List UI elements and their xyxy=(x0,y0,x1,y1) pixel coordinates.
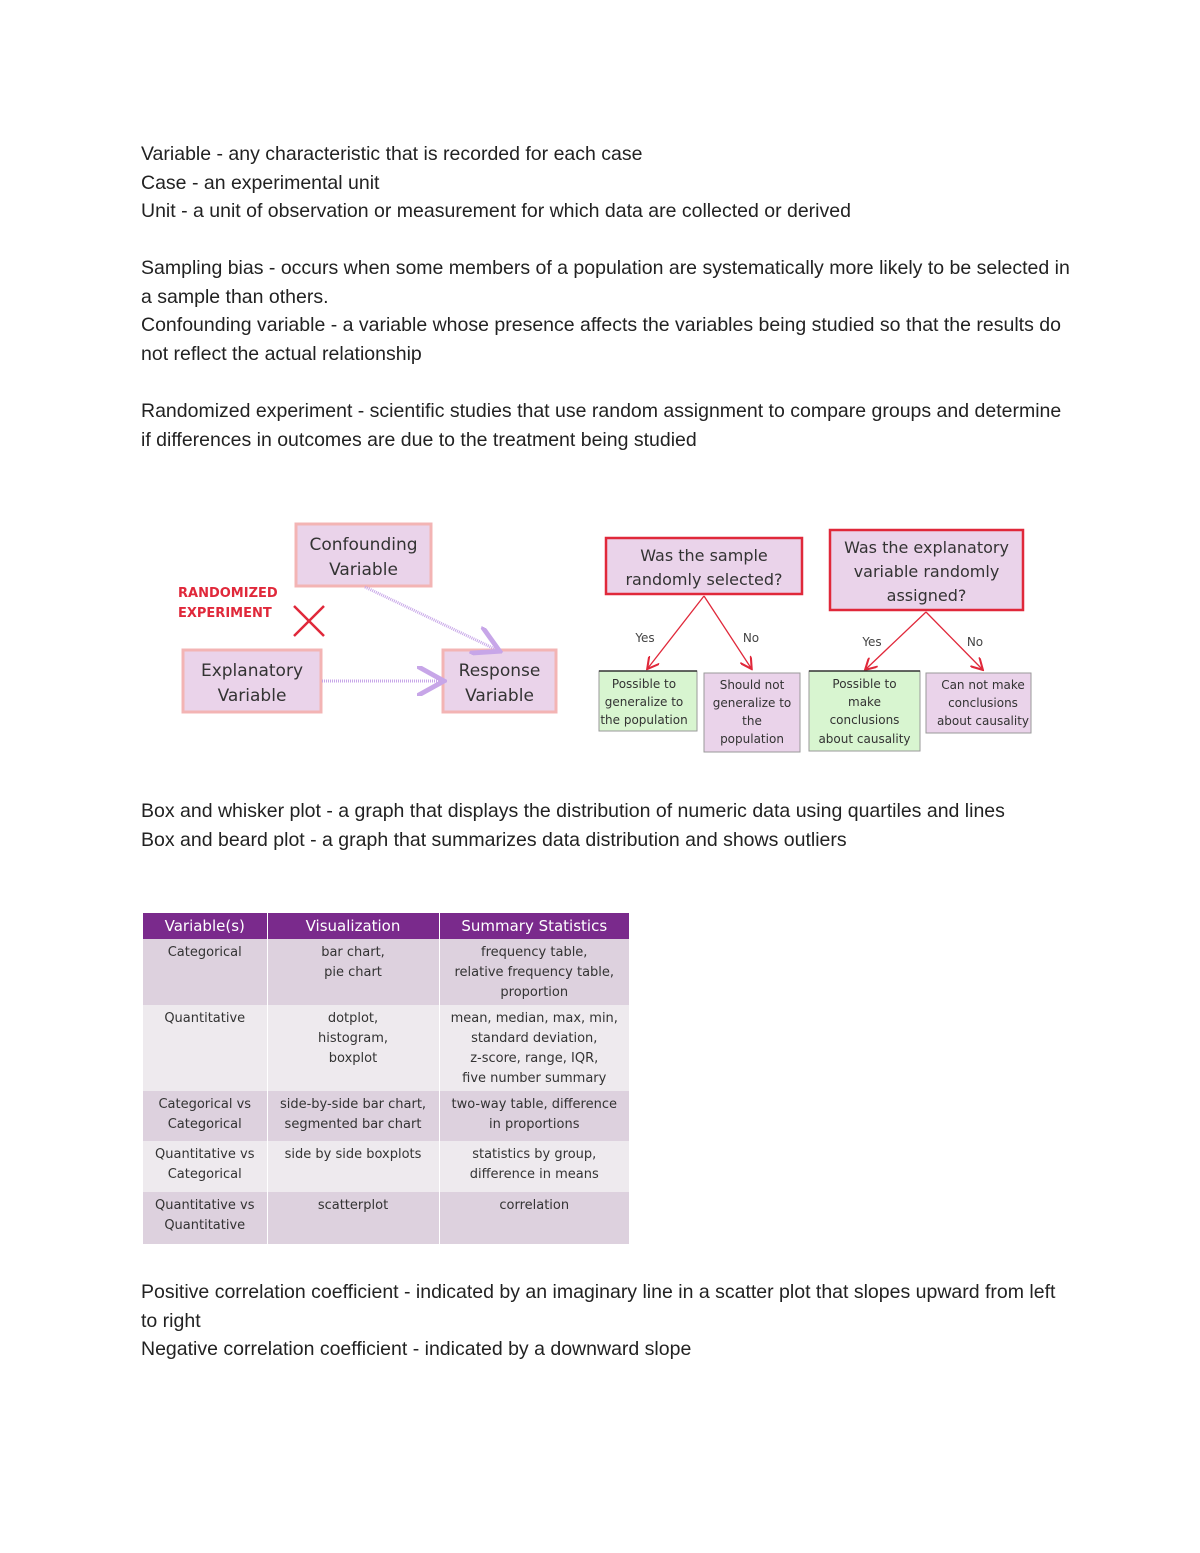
explanatory-assignment-flowchart xyxy=(809,530,1031,751)
generalize-possible-line-2: generalize to xyxy=(604,695,684,709)
generalize-possible-line-1: Possible to xyxy=(611,677,677,691)
assignment-yes-label: Yes xyxy=(862,635,882,649)
table-cell: side by side boxplots xyxy=(267,1141,439,1192)
table-cell: correlation xyxy=(439,1192,629,1244)
table-row xyxy=(143,1141,629,1192)
assignment-question-line-1: Was the explanatory xyxy=(844,538,1009,557)
table-cell: Categorical xyxy=(143,939,267,1005)
table-row xyxy=(143,1192,629,1244)
sample-yes-label: Yes xyxy=(635,631,655,645)
table-cell: scatterplot xyxy=(267,1192,439,1244)
definitions-block-4 xyxy=(141,797,1071,854)
explanatory-variable-box xyxy=(183,650,321,712)
sample-question-line-1: Was the sample xyxy=(640,546,768,565)
table-cell: mean, median, max, min, standard deviation, z-score, range, IQR, five number summary xyxy=(439,1005,629,1091)
confounding-line-2: Variable xyxy=(329,560,398,580)
definition-confounding-variable: Confounding variable - a variable whose presence affects the variables being studied so that the results do not reflect the actual relationship xyxy=(141,314,1061,365)
table-row xyxy=(143,939,629,1005)
assignment-question-line-3: assigned? xyxy=(886,586,967,605)
causality-not-line-1: Can not make xyxy=(941,678,1025,692)
causality-possible-line-3: conclusions xyxy=(829,713,900,727)
generalize-not-line-1: Should not xyxy=(719,678,785,692)
randomized-experiment-diagram xyxy=(178,524,556,712)
confounding-variable-box xyxy=(296,524,431,586)
causality-not-box xyxy=(926,673,1031,733)
explanatory-line-2: Variable xyxy=(217,686,287,706)
table-cell: Quantitative vs Categorical xyxy=(143,1141,267,1192)
generalize-not-box xyxy=(704,673,800,752)
causality-not-line-3: about causality xyxy=(936,714,1030,728)
summary-table xyxy=(143,913,629,1244)
generalize-not-line-2: generalize to xyxy=(712,696,792,710)
table-cell: Categorical vs Categorical xyxy=(143,1091,267,1141)
sample-question-line-2: randomly selected? xyxy=(625,570,783,589)
causality-possible-line-4: about causality xyxy=(818,732,911,746)
diagrams xyxy=(0,0,1200,760)
x-mark-icon xyxy=(294,606,324,636)
explanatory-line-1: Explanatory xyxy=(200,661,304,681)
table-header-row xyxy=(143,913,629,939)
definition-positive-correlation: Positive correlation coefficient - indicated by an imaginary line in a scatter plot that slopes upward from left to right xyxy=(141,1281,1056,1332)
definition-variable: Variable - any characteristic that is recorded for each case xyxy=(141,143,643,165)
causality-possible-box xyxy=(809,671,920,751)
table-cell: side-by-side bar chart, segmented bar chart xyxy=(267,1091,439,1141)
definition-sampling-bias: Sampling bias - occurs when some members of a population are systematically more likely to be selected in a sample than others. xyxy=(141,257,1070,308)
sample-no-label: No xyxy=(742,631,760,645)
table-cell: two-way table, difference in proportions xyxy=(439,1091,629,1141)
causality-not-line-2: conclusions xyxy=(948,696,1018,710)
definition-unit: Unit - a unit of observation or measurement for which data are collected or derived xyxy=(141,200,851,222)
assignment-no-label: No xyxy=(966,635,984,649)
header-summary-statistics: Summary Statistics xyxy=(439,913,629,939)
causality-possible-line-1: Possible to xyxy=(832,677,897,691)
confounding-to-response-arrow xyxy=(365,587,497,650)
causality-possible-line-2: make xyxy=(848,695,881,709)
definitions-block-5 xyxy=(141,1278,1071,1364)
header-visualization: Visualization xyxy=(267,913,439,939)
assignment-question-line-2: variable randomly xyxy=(853,562,1000,581)
definition-box-whisker-plot: Box and whisker plot - a graph that displays the distribution of numeric data using quartiles and lines xyxy=(141,800,1005,822)
table-cell: Quantitative xyxy=(143,1005,267,1091)
sample-selection-flowchart xyxy=(599,538,802,752)
table-cell: statistics by group, difference in means xyxy=(439,1141,629,1192)
definition-box-beard-plot: Box and beard plot - a graph that summarizes data distribution and shows outliers xyxy=(141,828,847,851)
generalize-possible-line-3: the population xyxy=(600,713,688,727)
header-variables: Variable(s) xyxy=(143,913,267,939)
table-row xyxy=(143,1091,629,1141)
generalize-not-line-4: population xyxy=(720,732,784,746)
table-cell: dotplot, histogram, boxplot xyxy=(267,1005,439,1091)
response-line-2: Variable xyxy=(465,686,534,706)
definition-randomized-experiment: Randomized experiment - scientific studies that use random assignment to compare groups and determine if differences in outcomes are due to the treatment being studied xyxy=(141,400,1062,451)
table-row xyxy=(143,1005,629,1091)
generalize-not-line-3: the xyxy=(742,714,762,728)
table-cell: frequency table, relative frequency table, proportion xyxy=(439,939,629,1005)
table-cell: bar chart, pie chart xyxy=(267,939,439,1005)
generalize-possible-box xyxy=(599,671,697,731)
response-line-1: Response xyxy=(458,661,541,681)
sample-yes-arrow xyxy=(648,596,704,668)
randomized-label: RANDOMIZED xyxy=(178,586,278,601)
experiment-label: EXPERIMENT xyxy=(178,606,272,621)
definition-case: Case - an experimental unit xyxy=(141,171,380,194)
confounding-line-1: Confounding xyxy=(309,535,418,555)
definition-negative-correlation: Negative correlation coefficient - indicated by a downward slope xyxy=(141,1338,692,1360)
table-cell: Quantitative vs Quantitative xyxy=(143,1192,267,1244)
response-variable-box xyxy=(443,650,556,712)
